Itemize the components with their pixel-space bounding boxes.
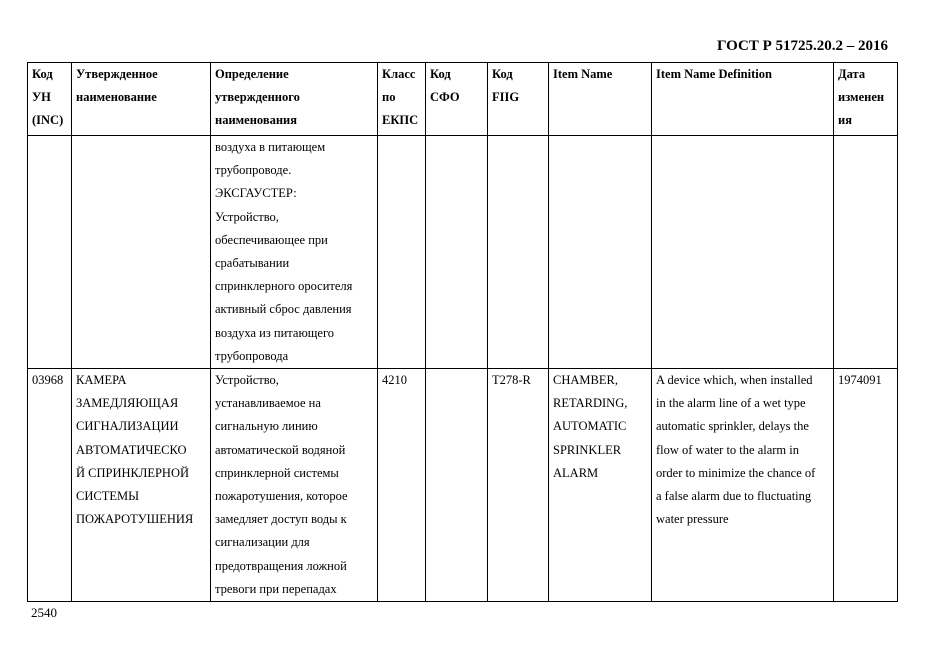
- cell-approved-name: [72, 136, 211, 369]
- text-line: срабатывании: [215, 256, 290, 271]
- text-line: ПОЖАРОТУШЕНИЯ: [76, 512, 194, 527]
- text-line: трубопровода: [215, 348, 289, 363]
- text-line: flow of water to the alarm in: [656, 442, 800, 457]
- text-line: order to minimize the chance of: [656, 465, 816, 480]
- text-line: изменен: [838, 90, 885, 105]
- text-line: по: [382, 90, 396, 105]
- text-line: RETARDING,: [553, 396, 628, 411]
- text-line: Й СПРИНКЛЕРНОЙ: [76, 465, 190, 480]
- text-line: A device which, when installed: [656, 373, 813, 388]
- text-line: in the alarm line of a wet type: [656, 396, 806, 411]
- table-row: [28, 136, 898, 369]
- text-line: Код: [492, 67, 513, 81]
- text-line: замедляет доступ воды к: [215, 512, 347, 527]
- text-line: Item Name: [553, 67, 613, 81]
- text-line: Item Name Definition: [656, 67, 772, 81]
- text-line: ALARM: [553, 465, 599, 480]
- cell-inc: [28, 136, 72, 369]
- text-line: Утвержденное: [76, 67, 158, 81]
- text-line: ЗАМЕДЛЯЮЩАЯ: [76, 396, 179, 411]
- catalog-table: [27, 62, 898, 602]
- cell-item-name: [549, 369, 652, 602]
- text-line: сигнальную линию: [215, 419, 318, 434]
- text-line: ия: [838, 113, 852, 128]
- col-header-sfo: [426, 63, 488, 136]
- cell-inc: 03968: [28, 369, 72, 602]
- text-line: Код: [32, 67, 53, 81]
- col-header-definition: [211, 63, 378, 136]
- col-header-item-name: [549, 63, 652, 136]
- cell-item-name: [549, 136, 652, 369]
- text-line: устанавливаемое на: [215, 396, 321, 411]
- cell-sfo: [426, 136, 488, 369]
- text-line: спринклерного оросителя: [215, 279, 353, 294]
- cell-sfo: [426, 369, 488, 602]
- col-header-date: [834, 63, 898, 136]
- cell-class: [378, 136, 426, 369]
- text-line: АВТОМАТИЧЕСКО: [76, 442, 187, 457]
- text-line: AUTOMATIC: [553, 419, 627, 434]
- text-line: трубопроводе.: [215, 163, 292, 178]
- cell-item-definition: [652, 369, 834, 602]
- text-line: тревоги при перепадах: [215, 581, 337, 596]
- cell-approved-name: [72, 369, 211, 602]
- text-line: Устройство,: [215, 209, 279, 224]
- text-line: automatic sprinkler, delays the: [656, 419, 809, 434]
- cell-date: 1974091: [834, 369, 898, 602]
- cell-class: 4210: [378, 369, 426, 602]
- cell-definition: [211, 369, 378, 602]
- cell-fiig: T278-R: [488, 369, 549, 602]
- text-line: наименование: [76, 90, 157, 105]
- page-number: 2540: [31, 605, 57, 620]
- text-line: обеспечивающее при: [215, 232, 328, 247]
- text-line: СИСТЕМЫ: [76, 489, 139, 504]
- text-line: Класс: [382, 67, 416, 81]
- header-row: [28, 63, 898, 136]
- text-line: УН: [32, 90, 51, 105]
- text-line: SPRINKLER: [553, 442, 622, 457]
- text-line: автоматической водяной: [215, 442, 346, 457]
- text-line: water pressure: [656, 512, 729, 527]
- text-line: Определение: [215, 67, 289, 81]
- text-line: воздуха в питающем: [215, 140, 326, 154]
- table-row: [28, 369, 898, 602]
- text-line: активный сброс давления: [215, 302, 352, 317]
- text-line: СФО: [430, 90, 460, 105]
- text-line: Код: [430, 67, 451, 81]
- text-line: (INC): [32, 113, 64, 128]
- text-line: ЕКПС: [382, 113, 419, 128]
- text-line: воздуха из питающего: [215, 325, 335, 340]
- cell-item-definition: [652, 136, 834, 369]
- text-line: FIIG: [492, 90, 520, 105]
- col-header-approved-name: [72, 63, 211, 136]
- text-line: ЭКСГАУСТЕР:: [215, 186, 297, 201]
- col-header-item-definition: [652, 63, 834, 136]
- cell-fiig: [488, 136, 549, 369]
- text-line: наименования: [215, 113, 298, 128]
- col-header-fiig: [488, 63, 549, 136]
- col-header-inc: [28, 63, 72, 136]
- cell-date: [834, 136, 898, 369]
- text-line: КАМЕРА: [76, 373, 127, 388]
- text-line: CHAMBER,: [553, 373, 618, 388]
- document-code: ГОСТ Р 51725.20.2 – 2016: [716, 38, 888, 54]
- text-line: предотвращения ложной: [215, 558, 347, 573]
- col-header-class: [378, 63, 426, 136]
- text-line: Дата: [838, 67, 866, 81]
- text-line: сигнализации для: [215, 535, 310, 550]
- text-line: a false alarm due to fluctuating: [656, 489, 812, 504]
- text-line: спринклерной системы: [215, 465, 339, 480]
- text-line: СИГНАЛИЗАЦИИ: [76, 419, 179, 434]
- text-line: Устройство,: [215, 373, 279, 388]
- text-line: пожаротушения, которое: [215, 489, 348, 504]
- text-line: утвержденного: [215, 90, 300, 105]
- cell-definition: [211, 136, 378, 369]
